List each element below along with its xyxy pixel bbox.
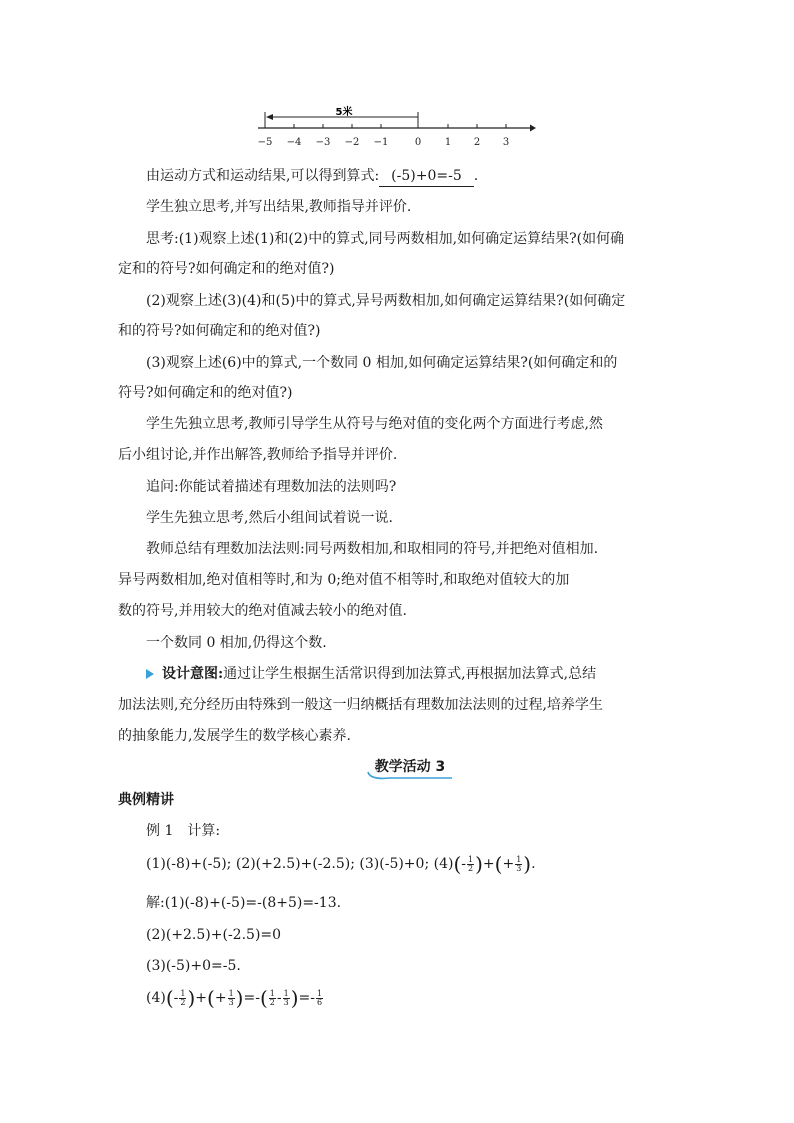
numerator: 1 [269, 988, 275, 998]
fraction [179, 990, 186, 1007]
activity-heading [360, 756, 460, 780]
fraction [467, 856, 474, 873]
design-intent-line [146, 664, 666, 684]
text-line: 定和的符号?如何确定和的绝对值?) [118, 261, 335, 277]
paren-left: ( [494, 852, 503, 876]
tick-label: −3 [315, 137, 331, 148]
paren-right: ) [290, 986, 299, 1010]
text-segment: + [502, 856, 515, 872]
text-line: 思考:(1)观察上述(1)和(2)中的算式,同号两数相加,如何确定运算结果?(如何确 [146, 231, 625, 247]
tick-label: −5 [257, 137, 273, 148]
example-intro: 例 1 计算: [146, 823, 221, 839]
paren-right: ) [523, 852, 532, 876]
text-line: 学生先独立思考,教师引导学生从符号与绝对值的变化两个方面进行考虑,然 [146, 416, 603, 432]
text-segment: =- [298, 990, 315, 1006]
design-intent-label: 设计意图: [162, 666, 224, 682]
text-segment: 由运动方式和运动结果,可以得到算式: [146, 168, 380, 184]
denominator: 3 [283, 997, 289, 1007]
solution-line: (2)(+2.5)+(-2.5)=0 [146, 927, 282, 943]
distance-arrowhead [266, 114, 273, 120]
text-line [146, 166, 666, 187]
activity-title: 教学活动 3 [374, 759, 446, 775]
text-line: 和的符号?如何确定和的绝对值?) [118, 323, 321, 339]
text-segment: + [195, 990, 208, 1006]
number-line-arrowhead [530, 125, 536, 132]
text-line: 的抽象能力,发展学生的数学核心素养. [118, 728, 351, 744]
text-segment: . [473, 168, 479, 184]
solution-line: (3)(-5)+0=-5. [146, 958, 241, 974]
number-line-figure [252, 104, 542, 150]
numerator: 1 [180, 988, 186, 998]
text-line: 异号两数相加,绝对值相等时,和为 0;绝对值不相等时,和取绝对值较大的加 [118, 572, 570, 588]
swoosh-underline-icon [360, 766, 460, 782]
tick-marks [265, 112, 506, 128]
paren-left: ( [259, 986, 268, 1010]
text-segment: - [461, 856, 466, 872]
solution-line: 解:(1)(-8)+(-5)=-(8+5)=-13. [146, 895, 342, 911]
text-line: 后小组讨论,并作出解答,教师给予指导并评价. [118, 447, 398, 463]
text-line: 一个数同 0 相加,仍得这个数. [146, 635, 327, 651]
denominator: 6 [316, 997, 323, 1007]
tick-label: 2 [473, 137, 481, 148]
tick-label: −4 [286, 137, 302, 148]
tick-label: 0 [414, 137, 422, 148]
numerator: 1 [283, 988, 289, 998]
text-line: 教师总结有理数加法法则:同号两数相加,和取相同的符号,并把绝对值相加. [146, 541, 599, 557]
example-problems [146, 854, 666, 878]
denominator: 3 [516, 863, 522, 873]
paren-left: ( [207, 986, 215, 1010]
text-line: (3)观察上述(6)中的算式,一个数同 0 相加,如何确定运算结果?(如何确定和的 [146, 355, 618, 371]
denominator: 2 [468, 863, 474, 873]
fraction [228, 990, 235, 1007]
numerator: 1 [468, 854, 474, 864]
triangle-bullet-icon [146, 669, 154, 679]
text-segment: - [173, 990, 179, 1006]
denominator: 2 [180, 997, 186, 1007]
paren-right: ) [235, 986, 244, 1010]
text-line: (2)观察上述(3)(4)和(5)中的算式,异号两数相加,如何确定运算结果?(如何确定 [146, 293, 626, 309]
distance-label: 5米 [335, 107, 353, 118]
paren-right: ) [187, 986, 196, 1010]
paren-right: ) [475, 852, 483, 876]
fraction [283, 990, 290, 1007]
numerator: 1 [516, 854, 522, 864]
text-line: 数的符号,并用较大的绝对值减去较小的绝对值. [118, 603, 407, 619]
solution-line [146, 988, 666, 1014]
example-heading: 典例精讲 [118, 792, 174, 808]
tick-label: −2 [344, 137, 360, 148]
tick-label: 3 [502, 137, 510, 148]
numerator: 1 [316, 988, 323, 998]
numerator: 1 [228, 988, 234, 998]
fraction [269, 990, 276, 1007]
paren-left: ( [453, 852, 462, 876]
fraction [515, 856, 522, 873]
text-line: 符号?如何确定和的绝对值?) [118, 385, 293, 401]
denominator: 3 [228, 997, 234, 1007]
answer-blank: (-5)+0=-5 [379, 166, 474, 187]
denominator: 2 [269, 997, 275, 1007]
tick-label: 1 [444, 137, 452, 148]
text-segment: + [482, 856, 495, 872]
fraction [316, 990, 323, 1007]
text-line: 加法法则,充分经历由特殊到一般这一归纳概括有理数加法法则的过程,培养学生 [118, 697, 603, 713]
text-segment: (1)(-8)+(-5); (2)(+2.5)+(-2.5); (3)(-5)+0; (4) [146, 856, 454, 872]
text-segment: + [214, 990, 227, 1006]
text-line: 追问:你能试着描述有理数加法的法则吗? [146, 479, 397, 495]
text-line: 学生先独立思考,然后小组间试着说一说. [146, 510, 393, 526]
text-segment: (4) [146, 990, 166, 1006]
text-segment: 通过让学生根据生活常识得到加法算式,再根据加法算式,总结 [223, 666, 597, 682]
text-segment: =- [243, 990, 260, 1006]
paren-left: ( [165, 986, 174, 1010]
text-segment: - [276, 990, 282, 1006]
tick-label: −1 [373, 137, 389, 148]
text-segment: . [531, 856, 536, 872]
text-line: 学生独立思考,并写出结果,教师指导并评价. [146, 199, 412, 215]
